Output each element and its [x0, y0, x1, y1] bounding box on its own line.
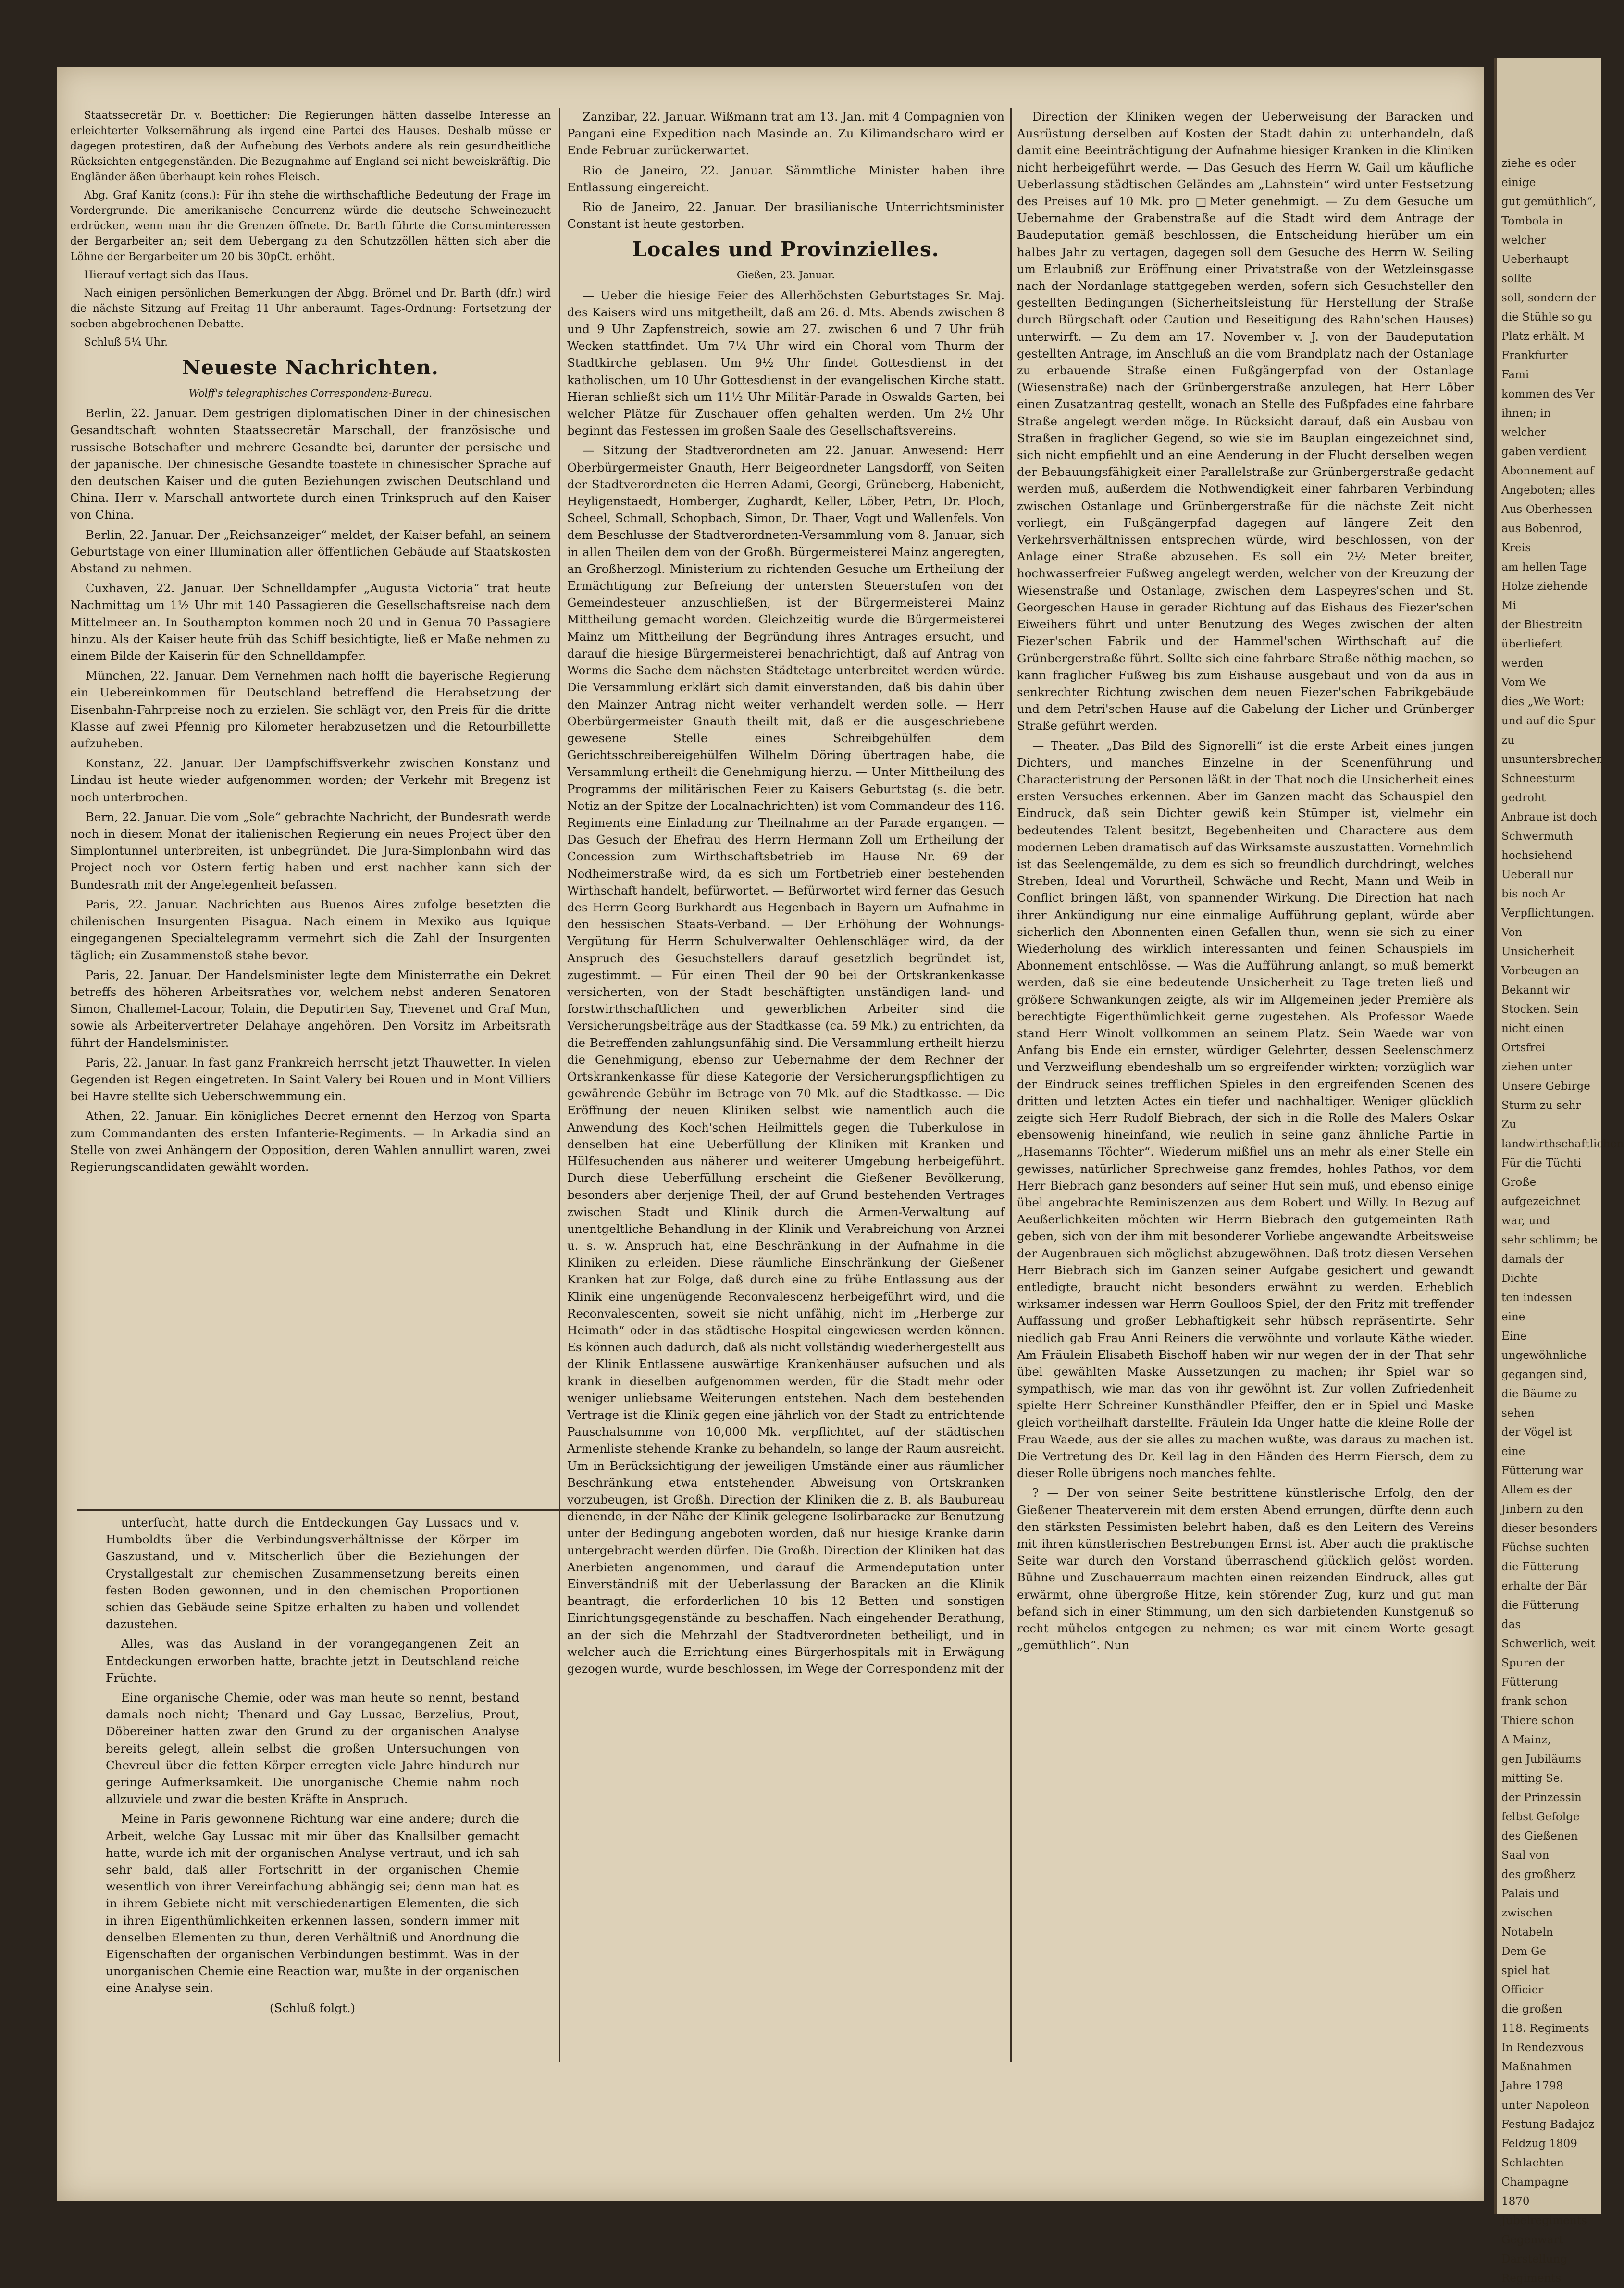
adjacent-page-line: Allem es der — [1501, 1484, 1572, 1496]
parliament-paragraph: Schluß 5¼ Uhr. — [84, 336, 168, 348]
news-item: Bern, 22. Januar. Die vom „Sole“ gebrachte Nachricht, der Bundesrath werde noch in diesem Monat der italienischen Regierung ein neues Project über den Simplontunnel unterbreiten, ist unbegründet. Die Jura-Simplonbahn wird das Project noch vor Ostern fertig haben und erst nachher kann sich der Bundesrath mit der Angelegenheit befassen. — [70, 809, 551, 892]
adjacent-page-line: frank schon — [1501, 1695, 1568, 1708]
adjacent-page-line: Aus Oberhessen — [1501, 503, 1593, 516]
adjacent-page-line: ten indessen eine — [1501, 1292, 1576, 1323]
adjacent-page-line: nicht einen — [1501, 1022, 1564, 1035]
adjacent-page-line: Stocken. Sein — [1501, 1003, 1579, 1016]
news-item: Berlin, 22. Januar. Der „Reichsanzeiger“ meldet, der Kaiser befahl, an seinem Geburtstage von einer Illumination aller öffentlichen Gebäude auf Staatskosten Abstand zu nehmen. — [70, 527, 551, 576]
adjacent-page-line: Δ Mainz, — [1501, 1734, 1551, 1746]
adjacent-page-line: Ueberall nur — [1501, 869, 1573, 881]
local-news — [567, 287, 1004, 1678]
adjacent-page-line: Thiere schon — [1501, 1715, 1574, 1727]
adjacent-page-line: Eine ungewöhnliche — [1501, 1330, 1587, 1362]
adjacent-page-line: Regiments — [1501, 2272, 1562, 2285]
adjacent-page-line: damals der Dichte — [1501, 1253, 1568, 1285]
adjacent-page-line: Bekannt wir — [1501, 984, 1570, 996]
adjacent-page-line: Von Unsicherheit — [1501, 926, 1574, 958]
feuilleton-paragraph: Eine organische Chemie, oder was man heute so nennt, bestand damals noch nicht; Thenard und Gay Lussac, Berzelius, Prout, Döbereiner hatten zwar den Grund zu der organischen Analyse bereits gelegt, allein selbst die großen Untersuchungen von Chevreul über die fetten Körper erregten viele Jahre hindurch nur geringe Aufmerksamkeit. Die unorganische Chemie nahm noch allzuviele und zwar die besten Kräfte in Anspruch. — [106, 1691, 519, 1806]
adjacent-page-line: Unsere Gebirge — [1501, 1080, 1590, 1093]
adjacent-page-line: Große aufgezeichnet — [1501, 1176, 1580, 1208]
parliament-report — [70, 108, 551, 350]
news-items — [70, 405, 551, 1175]
adjacent-page-line: Füchse suchten — [1501, 1542, 1590, 1554]
feuilleton — [106, 1514, 519, 2062]
adjacent-page-line: die Stühle so gu — [1501, 311, 1592, 323]
adjacent-page-line: mitting Se. — [1501, 1772, 1563, 1785]
adjacent-page-line: Schlachten — [1501, 2157, 1564, 2169]
foreign-news-item: Rio de Janeiro, 22. Januar. Der brasilianische Unterrichtsminister Constant ist heute gestorben. — [567, 200, 1004, 231]
adjacent-page-line: Verpflichtungen. — [1501, 907, 1595, 920]
local-news-paragraph: — Ueber die hiesige Feier des Allerhöchsten Geburtstages Sr. Maj. des Kaisers wird uns mitgetheilt, daß am 26. d. Mts. Abends zwischen 8 und 9 Uhr Zapfenstreich, sowie am 27. zwischen 6 und 7 Uhr früh Wecken stattfindet. Um 7¼ Uhr wird ein Choral vom Thurm der Stadtkirche geblasen. Um 9½ Uhr findet Gottesdienst in der katholischen, um 10 Uhr Gottesdienst in der evangelischen Kirche statt. Hieran schließt sich um 11½ Uhr Militär-Parade in Oswalds Garten, bei welcher Plätze für Zuschauer offen gehalten werden. Um 2½ Uhr beginnt das Festessen im großen Saale des Gesellschaftsvereins. — [567, 288, 1004, 438]
adjacent-page-line: unter Napoleon — [1501, 2099, 1589, 2112]
adjacent-page-line: Feldzug 1809 — [1501, 2138, 1577, 2150]
adjacent-page-line: gegangen sind, — [1501, 1368, 1587, 1381]
adjacent-page-line: Spuren der Fütterung — [1501, 1657, 1568, 1689]
adjacent-page-line: Fütterung war — [1501, 1465, 1583, 1477]
adjacent-page-line: Ortsfrei — [1501, 1042, 1546, 1054]
news-item: Paris, 22. Januar. Nachrichten aus Buenos Aires zufolge besetzten die chilenischen Insurgenten Pisagua. Nach einem in Mexiko aus Iquique eingegangenen Specialtelegramm vermehrt sich die Zahl der Insurgenten täglich; ein Zusammenstoß stehe bevor. — [70, 897, 551, 962]
adjacent-page-line: Champagne 1870 — [1501, 2176, 1572, 2208]
adjacent-page-line: Ueberhaupt sollte — [1501, 253, 1572, 285]
column-3 — [1017, 108, 1474, 1733]
adjacent-page-line: Sturm zu sehr — [1501, 1099, 1581, 1112]
adjacent-page-line: Schneesturm gedroht — [1501, 772, 1579, 804]
adjacent-page-line: 118. Regiments — [1501, 2022, 1589, 2035]
parliament-paragraph: Hierauf vertagt sich das Haus. — [84, 269, 248, 281]
adjacent-page-line: Tombola in welcher — [1501, 215, 1567, 247]
adjacent-page-line: ziehen unter — [1501, 1061, 1573, 1073]
adjacent-page-line: die Bäume zu sehen — [1501, 1388, 1581, 1419]
adjacent-page-line: Dem Ge — [1501, 1945, 1547, 1958]
news-heading: Neueste Nachrichten. — [182, 356, 439, 379]
adjacent-page-line: Maßnahmen — [1501, 2061, 1572, 2073]
news-item: Konstanz, 22. Januar. Der Dampfschiffsverkehr zwischen Konstanz und Lindau ist heute wieder aufgenommen worden; der Verkehr mit Bregenz ist noch unterbrochen. — [70, 756, 551, 804]
parliament-paragraph: Staatssecretär Dr. v. Boetticher: Die Regierungen hätten dasselbe Interesse an erleichterter Volksernährung als irgend eine Partei des Hauses. Deshalb müsse er dagegen protestiren, daß der Aufhebung des Verbots andere als rein gesundheitliche Rücksichten entgegenständen. Die Bezugnahme auf England sei nicht beweiskräftig. Die Engländer äßen überhaupt kein rohes Fleisch. — [70, 110, 551, 183]
adjacent-page-line: dieser besonders — [1501, 1522, 1598, 1535]
adjacent-page-line: der Prinzessin — [1501, 1791, 1582, 1804]
adjacent-page-line: die großen — [1501, 2003, 1562, 2015]
adjacent-page-line: Festung Badajoz — [1501, 2118, 1595, 2131]
news-source: Wolff's telegraphisches Correspondenz-Bureau. — [188, 387, 433, 399]
adjacent-page-line: Jinbern zu den — [1501, 1503, 1584, 1516]
adjacent-page-line: In Rendezvous — [1501, 2041, 1584, 2054]
adjacent-page-line: spiel hat — [1501, 1965, 1550, 1977]
adjacent-page-line: ziehe es oder einige — [1501, 157, 1580, 189]
foreign-news — [567, 108, 1004, 232]
local-heading: Locales und Provinzielles. — [632, 237, 940, 261]
adjacent-page-line: Notabeln — [1501, 1926, 1553, 1939]
column-2 — [567, 108, 1004, 1676]
column-rule-2 — [1010, 108, 1012, 2062]
adjacent-page-line: bis noch Ar — [1501, 888, 1565, 900]
feuilleton-paragraph: Meine in Paris gewonnene Richtung war eine andere; durch die Arbeit, welche Gay Lussac mit mir über das Knallsilber gemacht hatte, wurde ich mit der organischen Analyse vertraut, und ich sah sehr bald, daß aller Fortschritt in der organischen Chemie wesentlich von ihrer Vereinfachung abhängig sei; denn man hat es in ihrem Gebiete nicht mit verschiedenartigen Elementen, die sich in ihren Eigenthümlichkeiten erkennen lassen, sondern immer mit denselben Elementen zu thun, deren Verhältniß und Anordnung die Eigenschaften der organischen Verbindungen bestimmt. Was in der unorganischen Chemie eine Reaction war, mußte in der organischen eine Analyse sein. — [106, 1812, 519, 1995]
adjacent-page-line: der Bliestreitn — [1501, 619, 1583, 631]
feuilleton-paragraph: unterſucht, hatte durch die Entdeckungen Gay Lussacs und v. Humboldts über die Verbindungsverhältnisse der Körper im Gaszustand, und v. Mitscherlich über die Beziehungen der Crystallgestalt zur chemischen Zusammensetzung bereits einen festen Boden gewonnen, und in den chemischen Proportionen schien das Gebäude seine Spitze erhalten zu haben und vollendet dazustehen. — [106, 1516, 519, 1631]
adjacent-page-line: Officier — [1501, 1984, 1544, 1996]
adjacent-page-line: Jahre 1798 — [1501, 2080, 1563, 2092]
adjacent-page-line: Zu landwirthschaftlichen — [1501, 1119, 1624, 1150]
column-rule-1 — [559, 108, 560, 2062]
feuilleton-paragraph: Alles, was das Ausland in der vorangegangenen Zeit an Entdeckungen erworben hatte, brachte jetzt in Deutschland reiche Früchte. — [106, 1637, 519, 1685]
adjacent-page-line: des Gießenen — [1501, 1830, 1578, 1842]
adjacent-page-text — [1501, 154, 1624, 2288]
adjacent-page-line: Holze ziehende Mi — [1501, 580, 1591, 612]
adjacent-page-edge — [1494, 58, 1624, 2285]
local-news-continued — [1017, 108, 1474, 1654]
adjacent-page-line: Frankfurter Fami — [1501, 349, 1571, 381]
adjacent-page-line: gen Jubiläums — [1501, 1753, 1582, 1766]
adjacent-page-line: Abonnement auf — [1501, 465, 1594, 477]
adjacent-page-line: und auf die Spur — [1501, 715, 1596, 727]
news-item: Paris, 22. Januar. In fast ganz Frankreich herrscht jetzt Thauwetter. In vielen Gegenden ist Regen eingetreten. In Saint Valery bei Rouen und in Mont Villiers bei Havre stellte sich Ueberschwemmung ein. — [70, 1055, 551, 1104]
column-1 — [70, 108, 551, 1526]
adjacent-page-line: Gegenwart — [1501, 2234, 1563, 2246]
parliament-paragraph: Abg. Graf Kanitz (cons.): Für ihn stehe die wirthschaftliche Bedeutung der Frage im Vordergrunde. Die amerikanische Concurrenz würde die deutsche Schweinezucht erdrücken, wenn man ihr die Grenzen öffnete. Dr. Barth führte die Consuminteressen der Bergarbeiter an; seit dem Uebergang zu den Schutzzöllen hätten sich aber die Löhne der Bergarbeiter um 20 bis 30pCt. erhöht. — [70, 189, 551, 263]
news-item: Athen, 22. Januar. Ein königliches Decret ernennt den Herzog von Sparta zum Commandanten des ersten Infanterie-Regiments. — In Arkadia sind an Stelle von zwei Anhängern der Opposition, deren Wahlen annullirt waren, zwei Regierungscandidaten gewählt worden. — [70, 1109, 551, 1174]
adjacent-page-line: Schwermuth hochsiehend — [1501, 830, 1576, 862]
news-item: Paris, 22. Januar. Der Handelsminister legte dem Ministerrathe ein Dekret betreffs des höheren Arbeitsrathes vor, welchem nebst anderen Senatoren Simon, Challemel-Lacour, Tolain, die Deputirten Say, Thevenet und Graf Mun, sowie als Arbeitervertreter Delahaye angehören. Den Vorsitz im Arbeitsrath führt der Handelsminister. — [70, 968, 551, 1050]
adjacent-page-line: gut gemüthlich“, — [1501, 196, 1596, 208]
adjacent-page-line: gaben verdient — [1501, 446, 1587, 458]
adjacent-page-line: ihnen; in welcher — [1501, 407, 1554, 439]
adjacent-page-line: war, und — [1501, 1215, 1550, 1227]
adjacent-page-line: soll, sondern der — [1501, 292, 1596, 304]
feuilleton-paragraph: (Schluß folgt.) — [269, 2001, 356, 2015]
local-news-paragraph: Direction der Kliniken wegen der Ueberweisung der Baracken und Ausrüstung derselben auf Kosten der Stadt dahin zu unterhandeln, daß damit eine Beeinträchtigung der Aufnahme hiesiger Kranken in die Kliniken nicht herbeigeführt werde. — Das Gesuch des Herrn W. Gail um käufliche Ueberlassung städtischen Geländes am „Lahnstein“ wird unter Festsetzung des Preises auf 10 Mk. pro □Meter genehmigt. — Zu dem Gesuche um Uebernahme der Grabenstraße auf die Stadt wird dem Antrage der Baudeputation gemäß beschlossen, die Entscheidung hierüber um ein halbes Jahr zu vertagen, dagegen soll dem Gesuche des Herrn W. Seiling um Erlaubniß zur Eröffnung einer Privatstraße von der Wetzleinsgasse nach der Nordanlage stattgegeben werden, sofern sich Gesuchsteller den gestellten Bedingungen (Sicherheitsleistung für Herstellung der Straße durch Bürgschaft oder Caution und Beseitigung des Rahn'schen Hauses) unterwirft. — Zu dem am 17. November v. J. von der Baudeputation gestellten Antrage, im Anschluß an die vom Brandplatz nach der Ostanlage zu erbauende Straße einen Fußgängerpfad von der Ostanlage (Wiesenstraße) nach der Grünbergerstraße anzulegen, hat Herr Löber einen Zusatzantrag gestellt, wonach an Stelle des Fußpfades eine fahrbare Straße angelegt werden möge. In Rücksicht darauf, daß ein Ausbau von Straßen in fraglicher Gegend, so wie sie im Bauplan eingezeichnet sind, sich nicht empfiehlt und an eine Aenderung in der Flucht derselben wegen der Bebauungsfähigkeit einer Parallelstraße zur Grünbergerstraße gedacht werden muß, außerdem die Nothwendigkeit einer fahrbaren Verbindung zwischen Ostanlage und Grünbergerstraße für die nächste Zeit nicht vorliegt, ein Fußgängerpfad dagegen auf längere Zeit den Verkehrsverhältnissen entsprechen würde, wird beschlossen, von der Anlage einer Straße abzusehen. Es soll ein 2½ Meter breiter, hochwasserfreier Fußweg angelegt werden, welcher von der Kreuzung der Wiesenstraße und Ostanlage, zwischen dem Laspeyres'schen und St. Georgeschen Hause in gerader Richtung auf das Eishaus des Fiezer'schen Eiweihers führt und unter Benutzung des Weges zwischen der alten Fiezer'schen Fabrik und der Hammel'schen Wirthschaft auf die Grünbergerstraße führt. Sollte sich eine fahrbare Straße nöthig machen, so kann fraglicher Fußweg bis zum Eishause ausgebaut und von da aus in senkrechter Richtung zwischen dem neuen Fiezer'schen Fabrikgebäude und dem Petri'schen Hause auf die Gabelung der Licher und Grünberger Straße geführt werden. — [1017, 110, 1474, 733]
adjacent-page-line: Vom We — [1501, 676, 1546, 689]
adjacent-page-line: Platz erhält. M — [1501, 330, 1585, 343]
parliament-paragraph: Nach einigen persönlichen Bemerkungen der Abgg. Brömel und Dr. Barth (dfr.) wird die nächste Sitzung auf Freitag 11 Uhr anberaumt. Tages-Ordnung: Fortsetzung der soeben abgebrochenen Debatte. — [70, 287, 551, 330]
foreign-news-item: Zanzibar, 22. Januar. Wißmann trat am 13. Jan. mit 4 Compagnien von Pangani eine Expedition nach Masinde an. Zu Kilimandscharo wird er Ende Februar zurückerwartet. — [567, 110, 1004, 158]
adjacent-page-line: zwischen — [1501, 1907, 1553, 1919]
adjacent-page-line: Vorbeugen an — [1501, 965, 1579, 977]
foreign-news-item: Rio de Janeiro, 22. Januar. Sämmtliche Minister haben ihre Entlassung eingereicht. — [567, 163, 1004, 194]
adjacent-page-line: die Fütterung — [1501, 1561, 1579, 1573]
adjacent-page-line: der Vögel ist eine — [1501, 1426, 1575, 1458]
news-item: Cuxhaven, 22. Januar. Der Schnelldampfer „Augusta Victoria“ trat heute Nachmittag um 1½ Uhr mit 140 Passagieren die Gesellschaftsreise nach dem Mittelmeer an. In Southampton kommen noch 20 und in Genua 70 Passagiere hinzu. Als der Kaiser heute früh das Schiff besichtigte, ließ er Maße nehmen zu einem Bilde der Kaiserin für den Schnelldampfer. — [70, 581, 551, 663]
adjacent-page-line: aus Bobenrod, Kreis — [1501, 522, 1586, 554]
adjacent-page-line: Angeboten; alles — [1501, 484, 1595, 497]
news-item: München, 22. Januar. Dem Vernehmen nach hofft die bayerische Regierung ein Uebereinkommen für Deutschland betreffend die Herabsetzung der Eisenbahn-Fahrpreise noch zu erzielen. Sie schlägt vor, den Preis für die dritte Klasse auf zwei Pfennig pro Kilometer herabzusetzen und die Retourbillette aufzuheben. — [70, 669, 551, 751]
feuilleton-text — [106, 1514, 519, 2016]
adjacent-page-line: Darstellung — [1501, 2253, 1567, 2265]
adjacent-page-line: des großherz — [1501, 1868, 1575, 1881]
news-item: Berlin, 22. Januar. Dem gestrigen diplomatischen Diner in der chinesischen Gesandtschaft wohnten Staatssecretär Marschall, der französische und russische Botschafter und mehrere Gesandte bei, darunter der persische und der japanische. Der chinesische Gesandte toastete in chinesischer Sprache auf den deutschen Kaiser und die guten Beziehungen zwischen Deutschland und China. Herr v. Marschall antwortete durch einen Trinkspruch auf den Kaiser von China. — [70, 406, 551, 522]
adjacent-page-line: Jubelregiments — [1501, 2214, 1587, 2227]
adjacent-page-line: Saal von — [1501, 1849, 1550, 1862]
adjacent-page-line: erhalte der Bär — [1501, 1580, 1587, 1592]
local-news-paragraph: ? — Der von seiner Seite bestrittene künstlerische Erfolg, den der Gießener Theaterverein mit dem ersten Abend errungen, dürfte denn auch den stärksten Pessimisten belehrt haben, daß es den Leitern des Vereins mit ihren künstlerischen Bestrebungen Ernst ist. Aber auch die praktische Seite war durch den Vorstand überraschend glücklich gelöst worden. Bühne und Zuschauerraum machten einen reizenden Eindruck, alles gut erwärmt, ohne übergroße Hitze, kein störender Zug, kurz und gut man befand sich in einer Stimmung, um den sich darbietenden Kunstgenuß so recht mühelos entgegen zu nehmen; es war mit einem Worte gesagt „gemüthlich“. Nun — [1017, 1486, 1474, 1653]
adjacent-page-line: Für die Tüchti — [1501, 1157, 1582, 1169]
adjacent-page-line: dies „We Wort: — [1501, 696, 1585, 708]
dateline: Gießen, 23. Januar. — [736, 269, 835, 281]
adjacent-page-line: die Fütterung das — [1501, 1599, 1583, 1631]
local-news-paragraph: — Theater. „Das Bild des Signorelli“ ist die erste Arbeit eines jungen Dichters, und manches Einzelne in der Scenenführung und Characteristrung der Personen läßt in der That noch die Unsicherheit eines ersten Versuches erkennen. Aber im Ganzen macht das Schauspiel den Eindruck, daß sein Dichter gewiß kein Stümper ist, vielmehr ein bedeutendes Talent besitzt, Begebenheiten und Charactere aus dem modernen Leben dramatisch auf das Wirksamste auszustatten. Vornehmlich ist das Seelengemälde, zu dem es sich so freundlich durchdringt, welches Streben, Ideal und Vorurtheil, Schwäche und Recht, Mann und Weib in Conflict bringen läßt, von spannender Wirkung. Die Direction hat nach ihrer Ankündigung nur eine einmalige Aufführung geplant, würde aber sicherlich den Abonnenten einen Gefallen thun, wenn sie sich zu einer Wiederholung des wirklich interessanten und feinen Schauspiels im Abonnement entschlösse. — Was die Aufführung anlangt, so muß bemerkt werden, daß sie eine bedeutende Unsicherheit zu Tage treten ließ und größere Schwankungen zeigte, als wir im Allgemeinen jeder Première als berechtigte Eigenthümlichkeit gerne zugestehen. Als Professor Waede stand Herr Winolt vollkommen an seinem Platz. Sein Waede war von Anfang bis Ende ein ernster, würdiger Gelehrter, dessen Seelenschmerz und Verzweiflung ebendeshalb um so ergreifender wirkten; vorzüglich war der Eindruck seines trefflichen Spieles in den ergreifenden Scenen des dritten und letzten Actes ein tiefer und nachhaltiger. Weniger glücklich zeigte sich Herr Rudolf Biebrach, der sich in die Rolle des Malers Oskar ebensowenig hineinfand, wie neulich in seine ganz ähnliche Partie in „Hasemanns Töchter“. Wiederum mißfiel uns an mehr als einer Stelle ein gewisses, natürlicher Sprechweise ganz fremdes, hohles Pathos, vor dem Herr Biebrach ganz besonders auf seiner Hut sein muß, und ebenso einige übel angebrachte Reminiszenzen aus dem Robert und Willy. In Bezug auf Aeußerlichkeiten möchten wir Herrn Biebrach den gutgemeinten Rath geben, sich von der ihm mit besonderer Vorliebe angewandte Arbeitsweise der Augenbrauen sich möglichst abzugewöhnen. Daß trotz diesen Versehen Herr Biebrach sich im Ganzen seiner Aufgabe gesichert und gewandt entledigte, braucht nicht besonders erwähnt zu werden. Erheblich wirksamer indessen war Herrn Goulloos Spiel, der den Fritz mit treffender Auffassung und großer Lebhaftigkeit sehr hübsch repräsentirte. Sehr niedlich gab Frau Anni Reiners die verwöhnte und vorlaute Käthe wieder. Am Fräulein Elisabeth Bischoff haben wir nur wegen der in der That sehr übel gewählten Maske Aussetzungen zu machen; ihr Spiel war so sympathisch, wie man das von ihr gewöhnt ist. Zur vollen Zufriedenheit spielte Herr Schreiner Kunsthändler Pfeiffer, den er in Spiel und Maske gleich vortheilhaft darstellte. Fräulein Ida Unger hatte die kleine Rolle der Frau Waede, aus der sie alles zu machen wußte, was daraus zu machen ist. Die Vertretung des Dr. Keil lag in den Händen des Herrn Fiersch, dem zu dieser Rolle übrigens noch manches fehlte. — [1017, 738, 1474, 1480]
adjacent-page-line: Palais und — [1501, 1888, 1560, 1900]
adjacent-page-line: zu unsuntersbrechen — [1501, 734, 1604, 766]
adjacent-page-line: ſelbst Gefolge — [1501, 1811, 1580, 1823]
local-news-paragraph: — Sitzung der Stadtverordneten am 22. Januar. Anwesend: Herr Oberbürgermeister Gnauth, Herr Beigeordneter Langsdorff, von Seiten der Stadtverordneten die Herren Adami, Georgi, Grüneberg, Habenicht, Heyligenstaedt, Homberger, Zughardt, Keller, Löber, Petri, Dr. Ploch, Scheel, Schmall, Schopbach, Simon, Dr. Thaer, Vogt und Wallenfels. Von dem Beschlusse der Stadtverordneten-Versammlung vom 8. Januar, sich in allen Theilen dem von der Großh. Bürgermeisterei Mainz angeregten, an Großherzogl. Ministerium zu richtenden Gesuche um Ertheilung der Ermächtigung zur Befreiung der untersten Steuerstufen von der Gemeindesteuer anzuschließen, ist der Bürgermeisterei Mainz Mittheilung gemacht worden. Gleichzeitig wurde die Bürgermeisterei Mainz um Mittheilung der Begründung ihres Antrages ersucht, und darauf die hiesige Bürgermeisterei benachrichtigt, daß auf Antrag von Worms die Sache dem nächsten Städtetage unterbreitet werden würde. Die Versammlung erklärt sich damit einverstanden, daß bis dahin über den Mainzer Antrag nicht weiter verhandelt werden solle. — Herr Oberbürgermeister Gnauth theilt mit, daß er die ausgeschriebene gewesene Stelle eines Schreibgehülfen dem Gerichtsschreibereigehülfen Wilhelm Döring übertragen habe, die Versammlung ertheilt die Genehmigung hierzu. — Unter Mittheilung des Programms der militärischen Feier zu Kaisers Geburtstag (s. die betr. Notiz an der Spitze der Localnachrichten) ist vom Commandeur des 116. Regiments eine Einladung zur Theilnahme an der Parade ergangen. — Das Gesuch der Ehefrau des Herrn Hermann Zoll um Ertheilung der Concession zum Wirthschaftsbetrieb im Hause Nr. 69 der Nodheimerstraße wird, da es sich um Fortbetrieb einer bestehenden Wirthschaft handelt, befürwortet. — Befürwortet wird ferner das Gesuch des Herrn Georg Burkhardt aus Hegenbach in Bayern um Aufnahme in den hessischen Staats-Verband. — Der Erhöhung der Wohnungs-Vergütung für Herrn Schulverwalter Oehlenschläger wird, da der Anspruch des Gesuchstellers darauf gesetzlich begründet ist, zugestimmt. — Für einen Theil der 90 bei der Ortskrankenkasse versicherten, von der Stadt beschäftigten unständigen land- und forstwirthschaftlichen und gewerblichen Arbeiter sind die Versicherungsbeiträge aus der Stadtkasse (ca. 59 Mk.) zu entrichten, da die Betreffenden zahlungsunfähig sind. Die Versammlung ertheilt hierzu die Genehmigung, ebenso zur Uebernahme der dem Rechner der Ortskrankenkasse für diese Kategorie der Versicherungspflichtigen zu gewährende Gebühr im Betrage von 70 Mk. auf die Stadtkasse. — Die Eröffnung der neuen Kliniken selbst wie namentlich auch die Anwendung des Koch'schen Heilmittels gegen die Tuberkulose in denselben hat eine Ueberfüllung der Kliniken mit Kranken und Hülfesuchenden aus näherer und weiterer Umgebung herbeigeführt. Durch diese Ueberfüllung erscheint die Gießener Bevölkerung, besonders aber derjenige Theil, der auf Grund bestehenden Vertrages zwischen Stadt und Klinik durch die Armen-Verwaltung auf unentgeltliche Behandlung in der Klinik und Verabreichung von Arznei u. s. w. Anspruch hat, eine Beschränkung in der Aufnahme in die Kliniken zu erleiden. Diese räumliche Einschränkung der Gießener Kranken hat zur Folge, daß durch eine zu frühe Entlassung aus der Klinik eine ungenügende Reconvalescenz herbeigeführt wird, und die Reconvalescenten, soweit sie nicht unfähig, nicht im „Herberge zur Heimath“ oder in das städtische Hospital eingewiesen werden können. Es können auch dadurch, daß als nicht vollständig wiederhergestellt aus der Klinik Entlassene auswärtige Krankenhäuser aufsuchen und als krank in dieselben aufgenommen werden, für die Stadt mehr oder weniger unliebsame Weiterungen entstehen. Nach dem bestehenden Vertrage ist die Klinik gegen eine jährlich von der Stadt zu entrichtende Pauschalsumme von 10,000 Mk. verpflichtet, auf der städtischen Armenliste stehende Kranke zu behandeln, so lange der Raum ausreicht. Um in Berücksichtigung der jeweiligen Umstände einer aus räumlicher Beschränkung etwa entstehenden Abweisung von Ortskranken vorzubeugen, ist Großh. Direction der Kliniken die z. B. als Baubureau dienende, in der Nähe der Klinik gelegene Isolirbaracke zur Benutzung unter der Bedingung angeboten worden, daß nur hiesige Kranke darin untergebracht werden dürfen. Die Großh. Direction der Kliniken hat das Anerbieten angenommen, und darauf die Armendeputation unter Einverständniß mit der Ueberlassung der Baracken an die Klinik beantragt, die erforderlichen 10 bis 12 Betten und sonstigen Einrichtungsgegenstände zu beschaffen. Nach eingehender Berathung, an der sich die Mehrzahl der Stadtverordneten betheiligt, und in welcher auch die Errichtung eines Bürgerhospitals mit in Erwägung gezogen wurde, wurde beschlossen, im Wege der Correspondenz mit der — [567, 443, 1004, 1676]
adjacent-page-line: sehr schlimm; be — [1501, 1234, 1598, 1246]
adjacent-page-line: Schwerlich, weit — [1501, 1638, 1595, 1650]
adjacent-page-line: am hellen Tage — [1501, 561, 1587, 573]
adjacent-page-line: überliefert werden — [1501, 638, 1565, 670]
adjacent-page-line: Anbraue ist doch — [1501, 811, 1597, 823]
adjacent-page-line: kommen des Ver — [1501, 388, 1595, 400]
